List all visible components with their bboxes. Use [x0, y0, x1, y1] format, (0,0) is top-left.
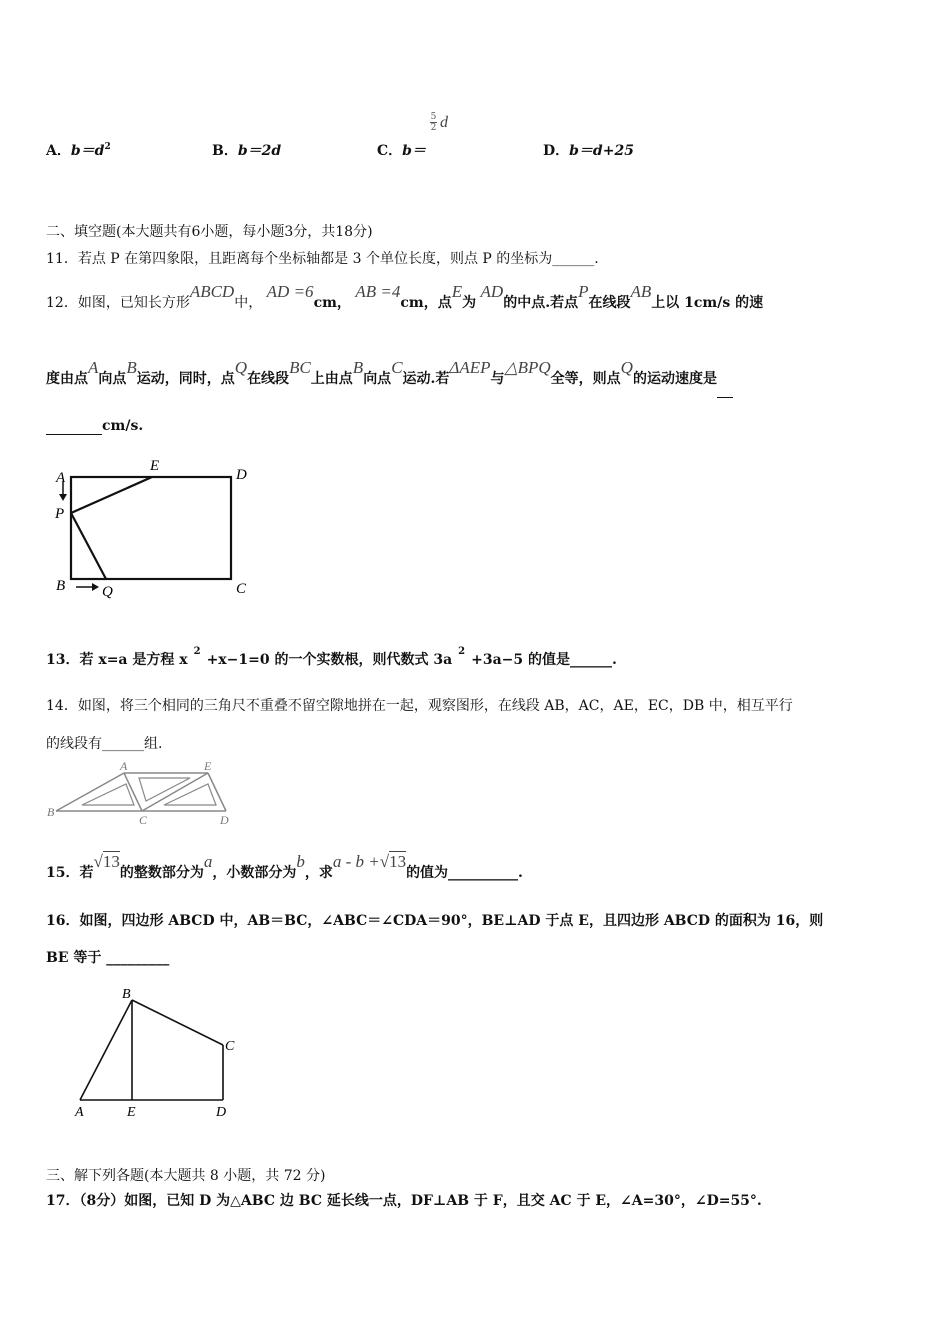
- sqrt-13: √13: [93, 852, 120, 871]
- label-B: B: [47, 805, 55, 819]
- label-B: B: [56, 578, 66, 594]
- label-D: D: [216, 1105, 227, 1120]
- option-a-label: A．: [46, 143, 71, 159]
- question-16-line-1: 16．如图，四边形 ABCD 中，AB＝BC，∠ABC＝∠CDA＝90°，BE⊥AD 于点 E，且四边形 ABCD 的面积为 16，则: [46, 913, 824, 929]
- label-D: D: [236, 467, 247, 483]
- label-E: E: [150, 458, 160, 474]
- option-c: [377, 140, 426, 160]
- arrow-right-head: [92, 583, 99, 591]
- triangle-hole-1: [82, 784, 134, 805]
- label-C: C: [139, 813, 148, 827]
- label-D: D: [220, 813, 229, 827]
- rectangle-abcd: [71, 477, 231, 579]
- label-P: P: [55, 506, 65, 522]
- option-a-exponent: 2: [104, 142, 111, 152]
- label-B: B: [122, 987, 131, 1002]
- segment-ab: [80, 1000, 132, 1100]
- option-b: [212, 140, 281, 160]
- label-A: A: [120, 760, 128, 773]
- label-C: C: [236, 581, 247, 597]
- question-14-line-1: 14．如图，将三个相同的三角尺不重叠不留空隙地拼在一起，观察图形，在线段 AB，AC，AE，EC，DB 中，相互平行: [46, 698, 793, 714]
- option-b-text: b＝2d: [237, 143, 282, 159]
- option-b-label: B．: [212, 143, 238, 159]
- option-d-label: D．: [543, 143, 570, 159]
- option-c-fraction-variable: d: [440, 114, 448, 131]
- option-a: [46, 140, 111, 160]
- q14-triangles-figure: [44, 760, 240, 828]
- label-A: A: [56, 470, 66, 486]
- option-d-text: b＝d+25: [569, 143, 634, 159]
- q16-quadrilateral-figure: [70, 982, 250, 1124]
- option-c-label: C．: [377, 143, 403, 159]
- question-13: 13．若 x=a 是方程 $x^2+x-1=0$ 的一个实数根，则代数式 $3a^2+3a-5$ 的值是______.: [46, 646, 617, 668]
- label-E: E: [204, 760, 212, 773]
- segment-bc: [132, 1000, 223, 1045]
- question-17: 17．（8分）如图，已知 D 为△ABC 边 BC 延长线一点，DF⊥AB 于 F，且交 AC 于 E，∠A=30°，∠D=55°.: [46, 1193, 762, 1209]
- fraction-denominator: 2: [430, 123, 437, 133]
- answer-blank: [46, 418, 102, 435]
- question-16-line-2: BE 等于 _________: [46, 950, 170, 966]
- question-15: 15．若√13的整数部分为a，小数部分为b，求a - b +√13的值为__________.: [46, 852, 523, 881]
- option-c-fraction: [430, 112, 437, 133]
- sqrt-13-second: √13: [379, 852, 407, 871]
- question-14-line-2: 的线段有______组.: [46, 736, 163, 752]
- option-d: [543, 140, 634, 160]
- answer-blank: [717, 361, 733, 398]
- label-C: C: [225, 1039, 235, 1054]
- segment-pq: [71, 513, 106, 579]
- q12-rectangle-figure: [50, 452, 260, 602]
- section-3-title: 三、解下列各题(本大题共 8 小题，共 72 分): [46, 1168, 326, 1184]
- question-12-line-3: cm/s.: [46, 418, 143, 435]
- question-12-line-2: 度由点A向点B运动，同时，点Q在线段BC上由点B向点C运动.若ΔAEP与△BPQ全等，则点Q的运动速度是: [46, 360, 733, 398]
- label-E: E: [127, 1105, 136, 1120]
- segment-pe: [71, 477, 152, 513]
- option-a-text: b＝d: [70, 143, 105, 159]
- question-12-line-1: 12．如图，已知长方形ABCD中， AD =6cm， AB =4cm，点E为 AD的中点.若点P在线段AB上以 1cm/s 的速: [46, 282, 764, 311]
- section-2-title: 二、填空题(本大题共有6小题，每小题3分，共18分): [46, 224, 373, 240]
- label-Q: Q: [102, 584, 113, 600]
- label-A: A: [75, 1105, 84, 1120]
- arrow-down-head: [59, 494, 67, 501]
- question-11: 11．若点 P 在第四象限，且距离每个坐标轴都是 3 个单位长度，则点 P 的坐标为______.: [46, 251, 599, 267]
- option-c-text: b＝: [402, 143, 426, 159]
- fraction-numerator: 5: [430, 112, 437, 122]
